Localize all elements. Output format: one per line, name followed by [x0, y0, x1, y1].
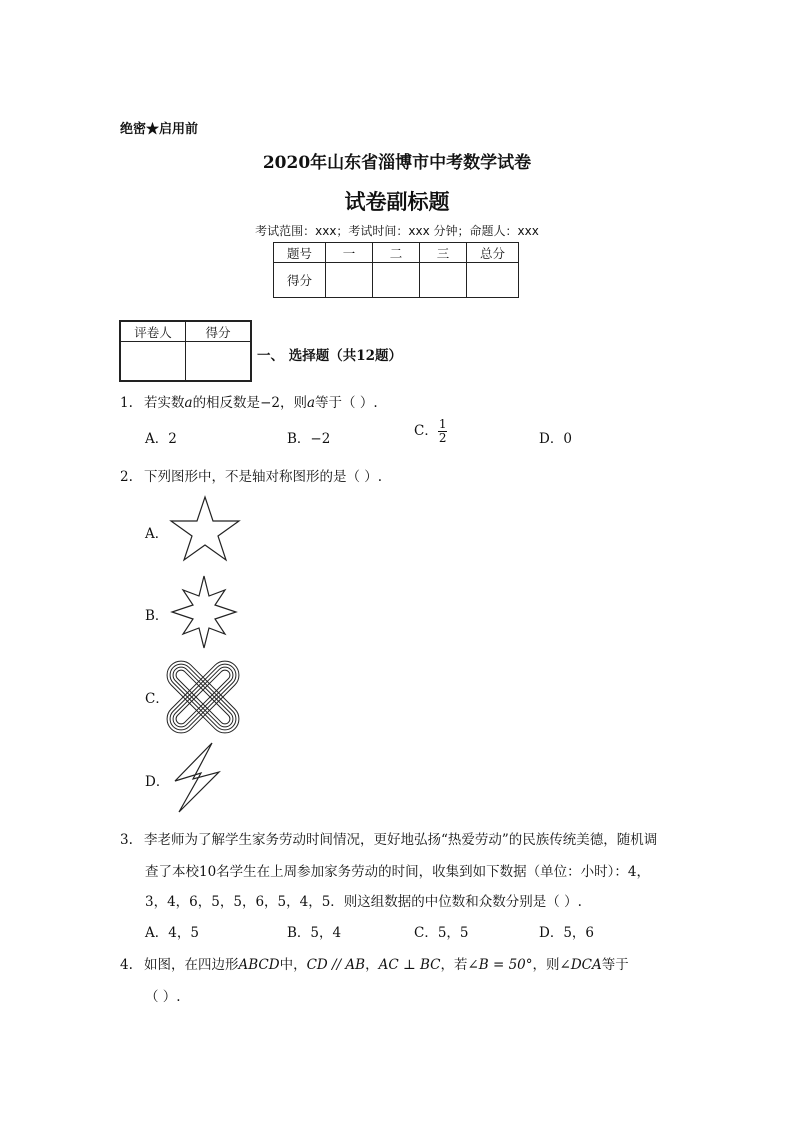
question-text: 下列图形中，不是轴对称图形的是（ ）. [144, 469, 383, 485]
question-text: 若实数 [144, 395, 185, 411]
score-header-cell: 二 [373, 243, 420, 263]
question-text: 李老师为了解学生家务劳动时间情况，更好地弘扬“热爱劳动”的民族传统美德，随机调 [144, 832, 658, 848]
option-c[interactable] [414, 418, 447, 445]
option-d[interactable]: D．5，6 [539, 925, 595, 941]
option-c[interactable]: C． [145, 691, 169, 707]
question-number: 3. [120, 832, 133, 848]
score-row-label: 得分 [274, 263, 326, 298]
math-expr: CD // AB [306, 957, 366, 973]
option-label: C． [414, 423, 438, 439]
math-var: a [306, 395, 316, 411]
grader-cell [120, 342, 186, 382]
fraction: $\frac{1}{2}$ [438, 417, 447, 445]
math-value: −2 [260, 395, 280, 411]
score-cell [326, 263, 373, 298]
question-1 [120, 391, 378, 411]
question-number: 4. [120, 957, 133, 973]
question-text: （ ）. [145, 989, 181, 1005]
grader-header-cell: 评卷人 [120, 321, 186, 342]
option-label: B． [287, 431, 311, 447]
score-header-cell: 题号 [274, 243, 326, 263]
option-a[interactable]: A．4，5 [145, 925, 199, 941]
option-a[interactable]: A． [145, 526, 169, 542]
option-b[interactable]: B． [145, 608, 169, 624]
question-number: 2. [120, 469, 133, 485]
option-b[interactable]: B．5，4 [287, 925, 342, 941]
page-subtitle: 试卷副标题 [344, 189, 450, 214]
option-a[interactable] [145, 427, 177, 447]
eight-point-star-icon [168, 574, 240, 650]
question-number: 1. [120, 395, 133, 411]
question-text: ，则 [279, 395, 307, 411]
score-cell [420, 263, 467, 298]
option-value: −2 [310, 431, 331, 447]
score-cell [467, 263, 519, 298]
grader-table [119, 320, 252, 382]
option-b[interactable] [287, 427, 330, 447]
math-expr: ∠B = 50° [467, 957, 533, 973]
option-d[interactable]: D． [145, 774, 170, 790]
interlaced-cross-icon [168, 662, 238, 732]
option-label: A． [145, 431, 169, 447]
math-expr: AC ⊥ BC [378, 957, 441, 973]
math-expr: ABCD [238, 957, 280, 973]
option-value: 2 [168, 431, 177, 447]
option-d[interactable] [539, 427, 572, 447]
score-header-cell: 总分 [467, 243, 519, 263]
option-c[interactable]: C．5，5 [414, 925, 469, 941]
score-header-cell: 三 [420, 243, 467, 263]
secret-label: 绝密★启用前 [120, 122, 199, 137]
question-2 [120, 465, 382, 485]
page-title: 2020年山东省淄博市中考数学试卷 [262, 153, 532, 173]
score-header-cell: 一 [326, 243, 373, 263]
question-4: 4. 如图，在四边形ABCD中，CD // AB，AC ⊥ BC，若∠B = 50°，则∠DCA等于 [120, 957, 629, 973]
score-table [273, 242, 519, 298]
question-text: 3，4，6，5，5，6，5，4，5．则这组数据的中位数和众数分别是（ ）. [145, 894, 582, 910]
math-var: a [184, 395, 193, 411]
exam-info: 考试范围：xxx；考试时间：xxx 分钟；命题人：xxx [255, 224, 539, 238]
question-text: 等于（ ）. [315, 395, 378, 411]
grader-header-cell: 得分 [186, 321, 252, 342]
math-expr: ∠DCA [559, 957, 602, 973]
grader-cell [186, 342, 252, 382]
question-text: 的相反数是 [192, 395, 261, 411]
lightning-icon [174, 742, 224, 814]
option-value: 0 [563, 431, 572, 447]
score-cell [373, 263, 420, 298]
question-3 [120, 828, 657, 848]
five-point-star-icon [170, 495, 242, 561]
section-title: 一、 选择题（共12题） [257, 348, 402, 364]
option-label: D． [539, 431, 564, 447]
question-text: 查了本校10名学生在上周参加家务劳动的时间，收集到如下数据（单位：小时）：4， [145, 864, 651, 880]
